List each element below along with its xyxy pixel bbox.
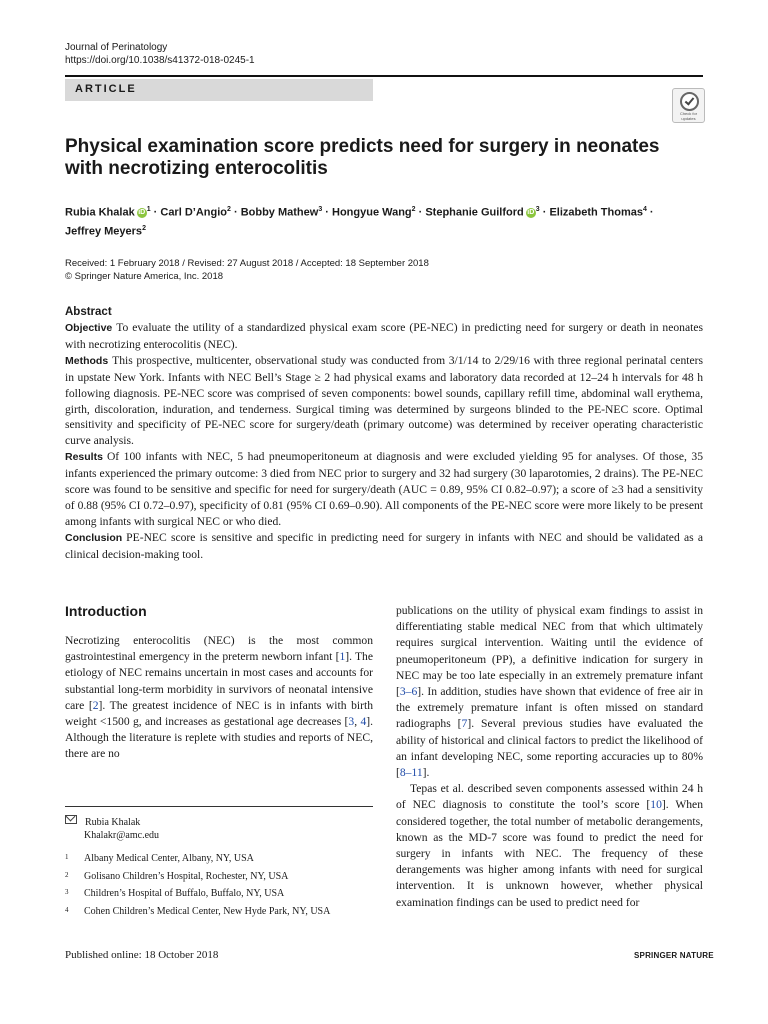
journal-name: Journal of Perinatology [65, 42, 168, 53]
author-list: Rubia Khalak iD $^1$ · Carl D’Angio$^2$ · Bobby Mathew$^3$ · Hongyue Wang$^2$ · Stephanie Guilford iD $^3$ · Elizabeth Thomas$^4$ · Jeffrey Meyers$^2$ [65, 206, 654, 238]
intro-paragraph-3: Tepas et al. described seven components assessed within 24 h of NEC diagnosis to constitute the tool’s score [10]. When considered together, the total number of metabolic derangements, known as the MD-7 score was found to predict the need for surgery in infants with NEC. The frequency of these derangements was higher among infants with need for surgical intervention. It is unknown however, whether physical examination findings can be used to predict need for [396, 782, 703, 909]
intro-left-column [65, 633, 373, 763]
citation-link[interactable]: 7 [461, 717, 468, 731]
citation-link[interactable]: 1 [339, 650, 346, 664]
author-name[interactable]: Carl D’Angio [160, 206, 227, 219]
header-rule [65, 75, 703, 77]
abstract-methods: Methods This prospective, multicenter, observational study was conducted from 3/1/14 to 2/29/16 with three regional perinatal centers in upstate New York. Infants with NEC Bell’s Stage ≥ 2 had physical exams and laboratory data recorded at 12–24 h intervals for 48 h following diagnosis. PE-NEC score was comprised of seven components: bowel sounds, capillary refill time, abdominal wall erythema, girth, discoloration, induration, and tenderness. Surgical timing was determined by surgeons blinded to the PE-NEC score. Optimal sensitivity and specificity of PE-NEC score for surgery/death (primary outcome) was determined by receiver operating characteristic curve analysis. [65, 353, 703, 448]
author-name[interactable]: Bobby Mathew [240, 206, 319, 219]
publisher-logo: SPRINGER NATURE [634, 951, 714, 960]
orcid-icon[interactable]: iD [138, 208, 146, 216]
corresponding-email[interactable]: Khalakr@amc.edu [84, 830, 160, 841]
author-name[interactable]: Jeffrey Meyers [65, 225, 143, 238]
author-name[interactable]: Elizabeth Thomas [549, 206, 643, 219]
citation-link[interactable]: 8–11 [399, 766, 423, 780]
check-for-updates-button[interactable] [672, 88, 705, 123]
abstract-conclusion: Conclusion PE-NEC score is sensitive and specific in predicting need for surgery in infants with NEC and should be validated as a clinical decision-making tool. [65, 530, 703, 561]
correspondence [65, 815, 159, 842]
article-dates [65, 257, 429, 283]
footnote-rule [65, 806, 373, 807]
citation-link[interactable]: 2 [92, 698, 99, 712]
abstract-heading: Abstract [65, 306, 112, 318]
abstract-results: Results Of 100 infants with NEC, 5 had pneumoperitoneum at diagnosis and were excluded yielding 95 for analyses. Of those, 35 infants experienced the primary outcome: 3 died from NEC prior to surgery and 32 had surgery (30 laparotomies, 2 drains). The PE-NEC score was found to be sensitive and specific for need for surgery/death (AUC = 0.89, 95% CI 0.82–0.97); a score of ≥3 had a sensitivity of 0.88 (95% CI 0.72–0.97), specificity of 0.81 (95% CI 0.69–0.90). All components of the PE-NEC score were more likely to be present among infants with surgical NEC or who died. [65, 450, 703, 528]
author-name[interactable]: Rubia Khalak [65, 206, 135, 219]
doi-link[interactable]: https://doi.org/10.1038/s41372-018-0245-1 [65, 55, 255, 66]
orcid-icon[interactable]: iD [527, 208, 535, 216]
check-updates-icon [680, 92, 699, 111]
citation-link[interactable]: 10 [650, 798, 662, 812]
intro-paragraph-2: publications on the utility of physical exam findings to assist in differentiating stable medical NEC from that which ultimately requires surgical intervention. Waiting until the evidence of pneumoperitoneum (PP), a definitive indication for surgery in NEC may be too late especially in an extremely premature infant [3–6]. In addition, studies have shown that evidence of free air in the extremely premature infant is often missed on standard radiographs [7]. Several previous studies have evaluated the ability of historical and clinical factors to predict the likelihood of an infant developing NEC, some reporting accuracies up to 80% [8–11]. [396, 604, 704, 780]
intro-paragraph-1: Necrotizing enterocolitis (NEC) is the most common gastrointestinal emergency in the preterm newborn infant [1]. The etiology of NEC remains uncertain in most cases and accounts for substantial long-term morbidity in survivors of neonatal intensive care [2]. The greatest incidence of NEC is in infants with birth weight <1500 g, and increases as gestational age decreases [3, 4]. Although the literature is replete with studies and reports of NEC, there are no [65, 634, 374, 761]
author-name[interactable]: Hongyue Wang [332, 206, 412, 219]
journal-header [65, 41, 255, 67]
citation-link[interactable]: 3 [348, 715, 355, 729]
check-updates-label: Check for updates [679, 111, 698, 121]
affiliation-item: 3 Children’s Hospital of Buffalo, Buffalo, NY, USA [65, 888, 285, 899]
intro-right-column [396, 603, 703, 911]
article-type-bar [65, 79, 373, 101]
corresponding-author: Rubia Khalak [85, 817, 141, 828]
citation-link[interactable]: 4 [360, 715, 367, 729]
article-type-label: ARTICLE [75, 83, 137, 95]
abstract-section [65, 305, 703, 563]
copyright-line: © Springer Nature America, Inc. 2018 [65, 271, 224, 282]
article-title: Physical examination score predicts need for surgery in neonates with necrotizing enterocolitis [65, 136, 660, 179]
affiliation-item: 2 Golisano Children’s Hospital, Rochester, NY, USA [65, 870, 289, 882]
introduction-heading: Introduction [65, 603, 147, 619]
envelope-icon [65, 815, 77, 824]
received-dates: Received: 1 February 2018 / Revised: 27 August 2018 / Accepted: 18 September 2018 [65, 258, 429, 269]
affiliations-list [65, 853, 373, 923]
abstract-objective: Objective To evaluate the utility of a standardized physical exam score (PE-NEC) in predicting need for surgery or death in neonates with necrotizing enterocolitis (NEC). [65, 321, 703, 351]
affiliation-item: 1 Albany Medical Center, Albany, NY, USA [65, 853, 254, 864]
citation-link[interactable]: 3–6 [399, 685, 418, 699]
published-date: Published online: 18 October 2018 [65, 949, 219, 961]
author-name[interactable]: Stephanie Guilford [425, 206, 524, 219]
affiliation-item: 4 Cohen Children’s Medical Center, New Hyde Park, NY, USA [65, 905, 331, 917]
